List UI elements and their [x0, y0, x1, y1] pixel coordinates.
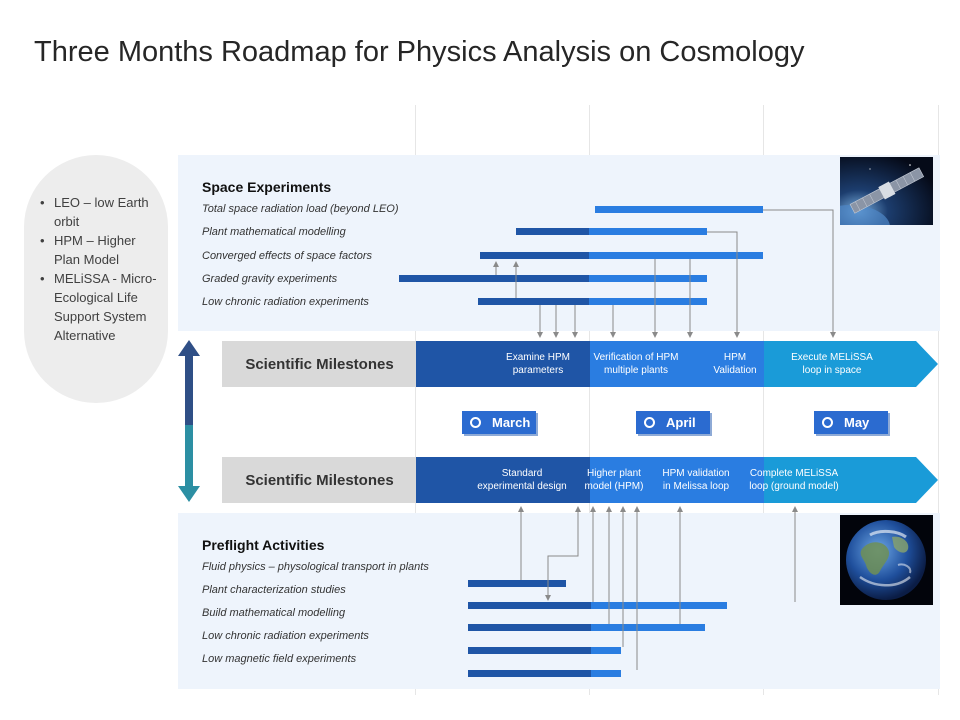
preflight-bar-dark: [468, 647, 591, 654]
milestone-bottom-4: Complete MELiSSA loop (ground model): [749, 468, 839, 492]
month-label: April: [666, 415, 696, 430]
space-item: Total space radiation load (beyond LEO): [202, 203, 399, 215]
preflight-item: Plant characterization studies: [202, 584, 346, 596]
milestones-label-top: Scientific Milestones: [222, 341, 417, 387]
milestones-label-bottom: Scientific Milestones: [222, 457, 417, 503]
space-item: Graded gravity experiments: [202, 273, 338, 285]
preflight-bar-light: [591, 624, 705, 631]
space-item: Plant mathematical modelling: [202, 226, 346, 238]
milestone-top-4: Execute MELiSSA loop in space: [791, 352, 873, 376]
preflight-bar-dark: [468, 580, 566, 587]
milestone-top-3: HPM Validation: [713, 352, 757, 376]
page-title: Three Months Roadmap for Physics Analysis on Cosmology: [34, 36, 805, 68]
preflight-item: Fluid physics – physological transport in plants: [202, 561, 429, 573]
milestone-bottom-1: Standard experimental design: [477, 468, 567, 492]
month-label: March: [492, 415, 531, 430]
preflight-bar-light: [591, 602, 727, 609]
milestone-bottom-2: Higher plant model (HPM): [584, 468, 644, 492]
preflight-bar-dark: [468, 602, 591, 609]
milestone-bottom-3: HPM validation in Melissa loop: [662, 468, 730, 492]
preflight-bar-dark: [468, 624, 591, 631]
preflight-title: Preflight Activities: [202, 537, 325, 553]
preflight-item: Low magnetic field experiments: [202, 653, 357, 665]
space-experiments-title: Space Experiments: [202, 179, 332, 195]
preflight-bar-light: [591, 647, 621, 654]
space-item: Converged effects of space factors: [202, 250, 372, 262]
space-item: Low chronic radiation experiments: [202, 296, 369, 308]
preflight-bar-light: [591, 670, 621, 677]
month-label: May: [844, 415, 870, 430]
preflight-bar-dark: [468, 670, 591, 677]
legend-item-hpm: • HPM – Higher Plan Model: [40, 231, 160, 269]
milestone-top-2: Verification of HPM multiple plants: [593, 352, 679, 376]
preflight-item: Build mathematical modelling: [202, 607, 346, 619]
legend-item-leo: • LEO – low Earth orbit: [40, 193, 160, 231]
milestone-top-1: Examine HPM parameters: [506, 352, 570, 376]
preflight-item: Low chronic radiation experiments: [202, 630, 369, 642]
legend-item-melissa: • MELiSSA - Micro-Ecological Life Support System Alternative: [40, 269, 160, 345]
